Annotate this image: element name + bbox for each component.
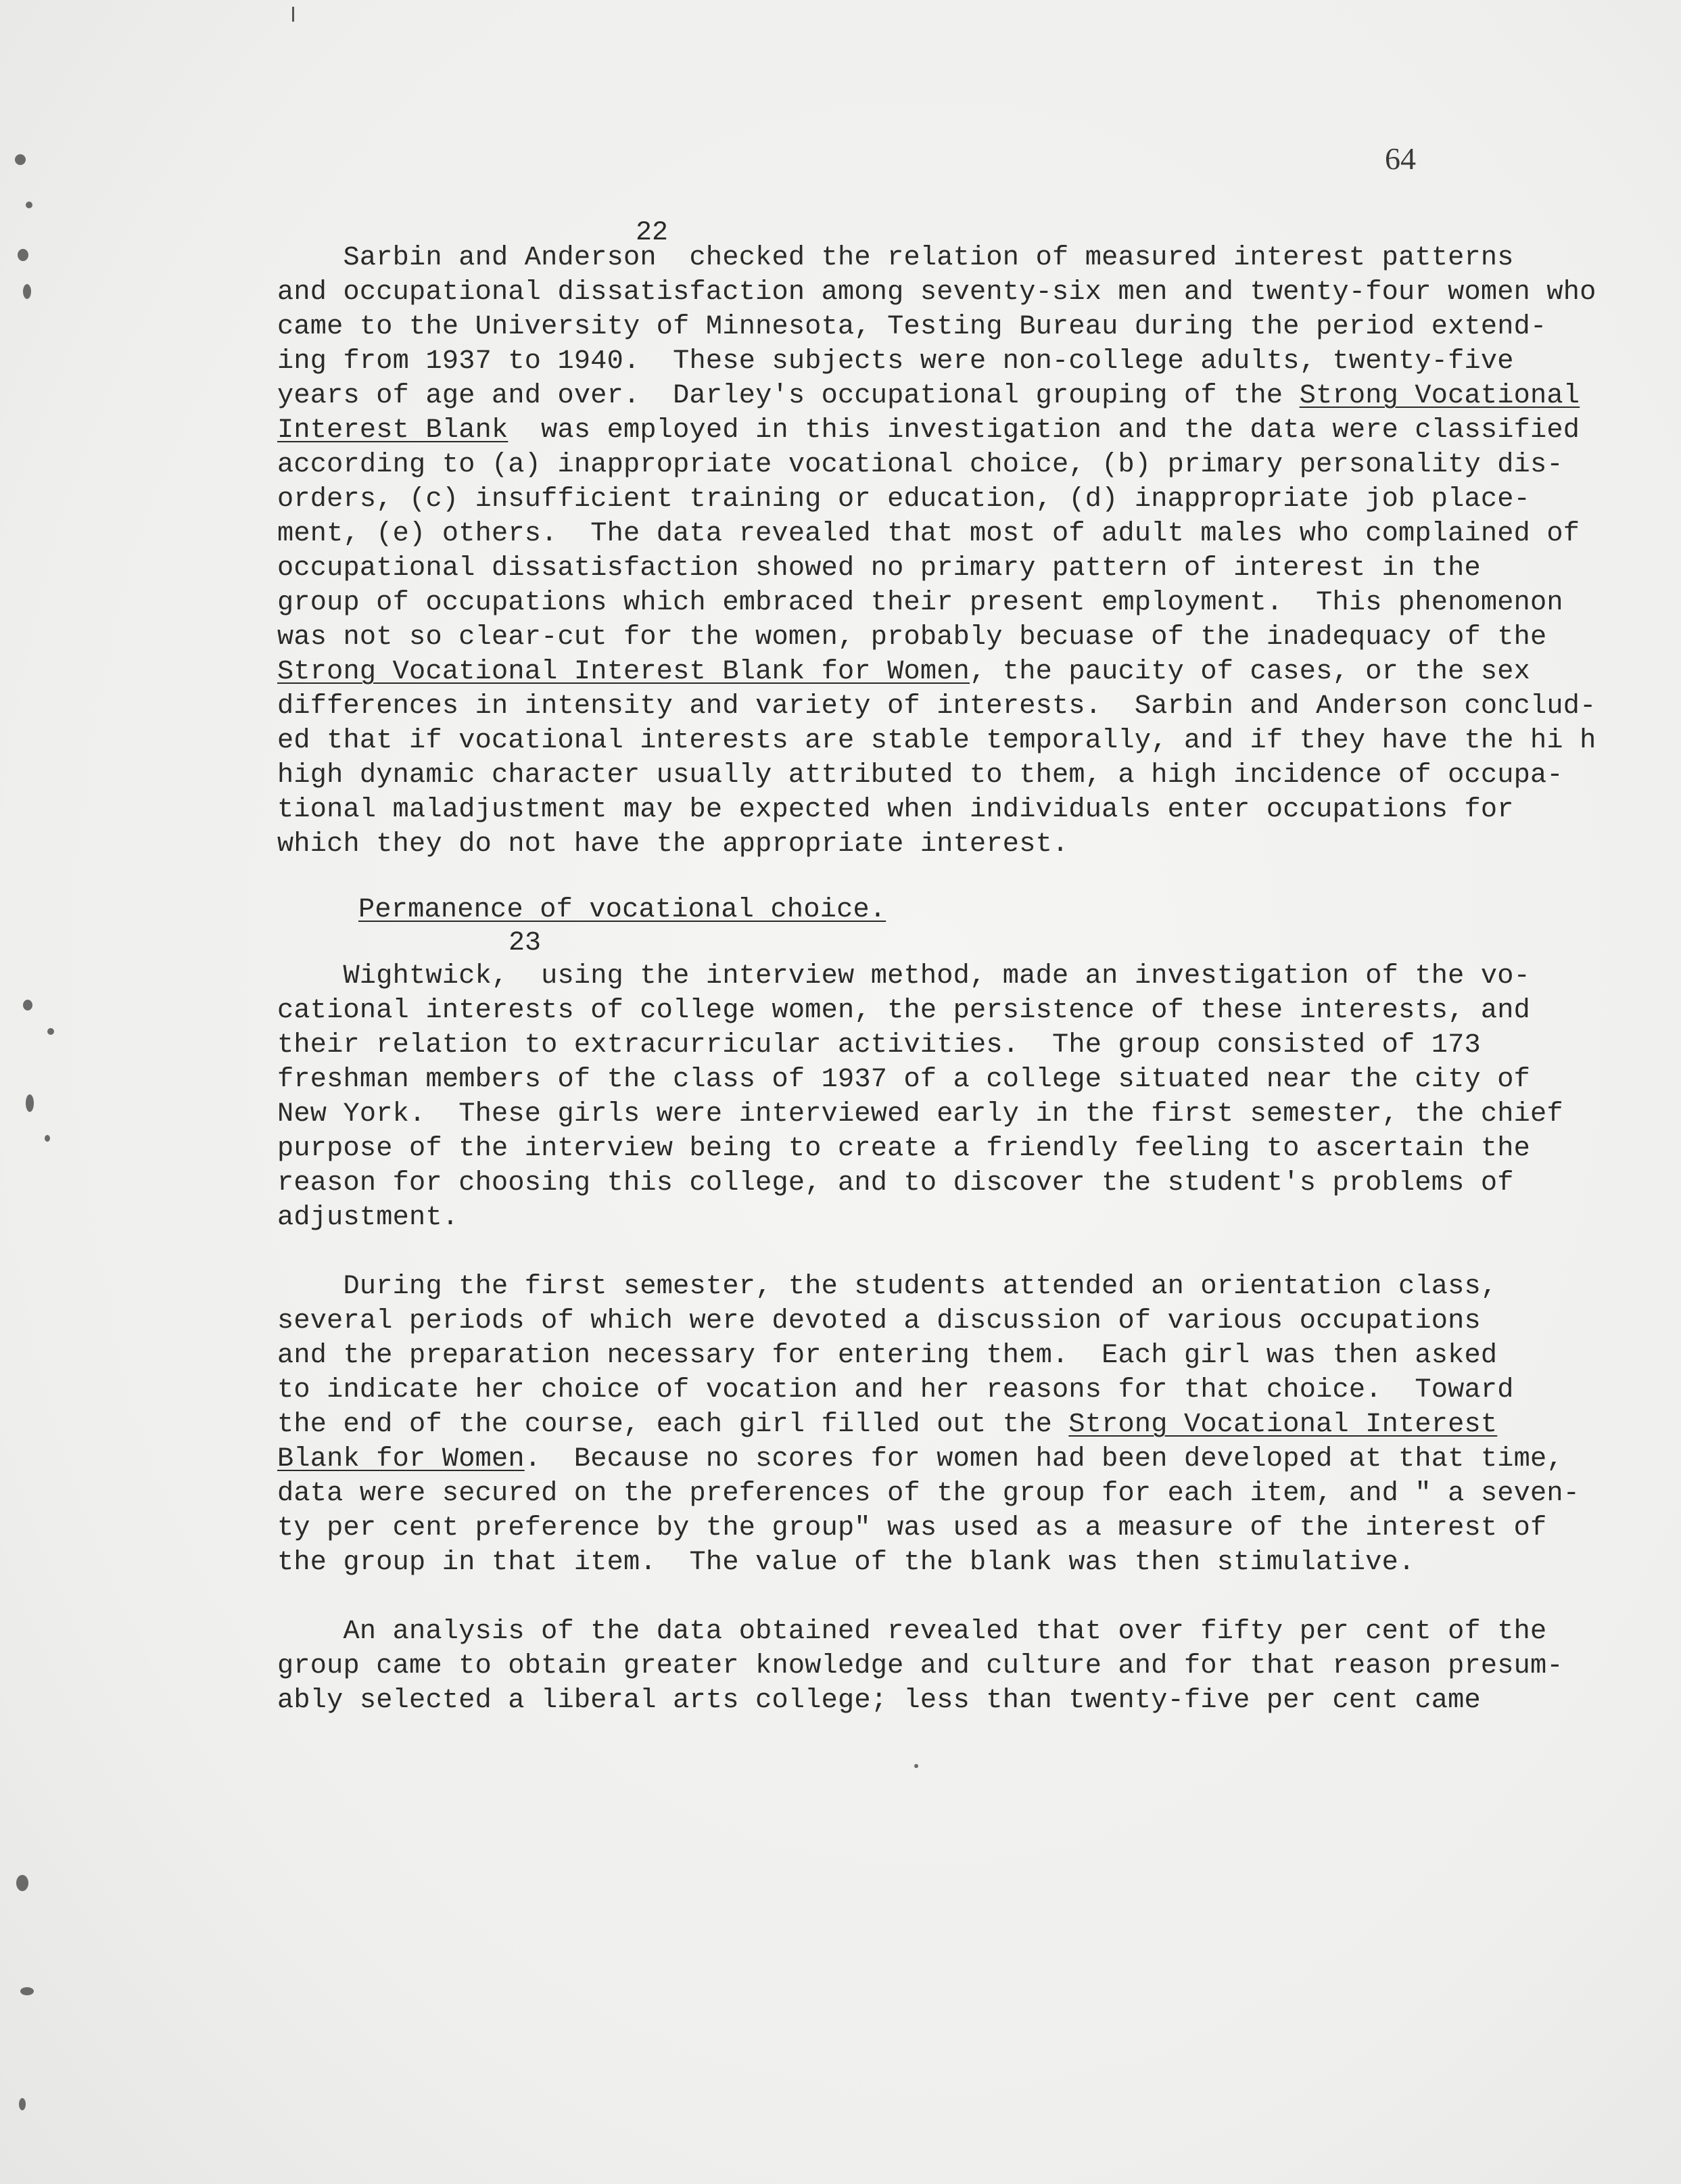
text-line <box>277 655 1530 689</box>
section-heading: Permanence of vocational choice. <box>358 894 886 925</box>
text-line: came to the University of Minnesota, Testing Bureau during the period extend- <box>277 311 1547 342</box>
text-line: was not so clear-cut for the women, probably becuase of the inadequacy of the <box>277 622 1547 653</box>
text-line: During the first semester, the students attended an orientation class, <box>277 1271 1498 1302</box>
text-line: data were secured on the preferences of the group for each item, and " a seven- <box>277 1478 1580 1509</box>
text-line: purpose of the interview being to create a friendly feeling to ascertain the <box>277 1133 1531 1164</box>
underlined-title: Interest Blank <box>277 415 508 446</box>
text-line: according to (a) inappropriate vocational choice, (b) primary personality dis- <box>277 449 1563 480</box>
text-line: their relation to extracurricular activities. The group consisted of 173 <box>277 1029 1481 1061</box>
text-line: the group in that item. The value of the blank was then stimulative. <box>277 1547 1415 1578</box>
binding-hole-mark <box>15 154 26 165</box>
underlined-title: Strong Vocational Interest <box>1068 1409 1498 1440</box>
binding-hole-mark <box>45 1135 50 1142</box>
underlined-title: Strong Vocational <box>1299 380 1580 411</box>
binding-hole-mark <box>26 1094 34 1112</box>
text-line: to indicate her choice of vocation and her reasons for that choice. Toward <box>277 1374 1514 1405</box>
text-line: adjustment. <box>277 1202 459 1233</box>
text-line: ing from 1937 to 1940. These subjects were non-college adults, twenty-five <box>277 346 1514 377</box>
scan-mark <box>292 7 294 22</box>
binding-hole-mark <box>18 249 28 261</box>
text-line: freshman members of the class of 1937 of a college situated near the city of <box>277 1064 1531 1095</box>
text-line: orders, (c) insufficient training or education, (d) inappropriate job place- <box>277 484 1531 515</box>
speck-mark <box>914 1764 918 1768</box>
text-line: ty per cent preference by the group" was used as a measure of the interest of <box>277 1512 1547 1543</box>
text-segment: the end of the course, each girl filled out the <box>277 1409 1069 1440</box>
binding-hole-mark <box>26 202 32 208</box>
text-line: and occupational dissatisfaction among seventy-six men and twenty-four women who <box>277 277 1596 308</box>
text-segment: . Because no scores for women had been developed at that time, <box>524 1443 1563 1474</box>
text-line: which they do not have the appropriate interest. <box>277 829 1069 860</box>
binding-hole-mark <box>16 1875 28 1891</box>
text-line <box>277 1442 1563 1477</box>
binding-hole-mark <box>23 284 31 299</box>
text-line: group came to obtain greater knowledge and culture and for that reason presum- <box>277 1650 1563 1681</box>
footnote-marker-22: 22 <box>636 218 669 248</box>
text-line: cational interests of college women, the persistence of these interests, and <box>277 995 1531 1026</box>
footnote-marker-23: 23 <box>508 928 542 958</box>
text-segment: , the paucity of cases, or the sex <box>970 656 1531 687</box>
text-line <box>277 1408 1497 1442</box>
text-line: occupational dissatisfaction showed no primary pattern of interest in the <box>277 553 1481 584</box>
text-line: ment, (e) others. The data revealed that most of adult males who complained of <box>277 518 1580 549</box>
binding-hole-mark <box>23 1000 32 1010</box>
binding-hole-mark <box>47 1028 54 1035</box>
text-line: differences in intensity and variety of interests. Sarbin and Anderson conclud- <box>277 691 1596 722</box>
text-line: Wightwick, using the interview method, made an investigation of the vo- <box>277 960 1531 992</box>
text-line: ed that if vocational interests are stable temporally, and if they have the hi h <box>277 725 1596 756</box>
page-number: 64 <box>1385 141 1416 176</box>
text-line: several periods of which were devoted a discussion of various occupations <box>277 1305 1481 1337</box>
text-segment: years of age and over. Darley's occupational grouping of the <box>277 380 1300 411</box>
text-line: New York. These girls were interviewed early in the first semester, the chief <box>277 1098 1563 1130</box>
text-line <box>277 413 1580 448</box>
text-segment: was employed in this investigation and the data were classified <box>508 415 1580 446</box>
text-line: ably selected a liberal arts college; less than twenty-five per cent came <box>277 1685 1481 1716</box>
text-line: reason for choosing this college, and to discover the student's problems of <box>277 1167 1514 1199</box>
text-line: An analysis of the data obtained revealed that over fifty per cent of the <box>277 1616 1547 1647</box>
text-line: and the preparation necessary for entering them. Each girl was then asked <box>277 1340 1498 1371</box>
binding-hole-mark <box>19 2098 26 2110</box>
underlined-title: Strong Vocational Interest Blank for Women <box>277 656 970 687</box>
text-line: tional maladjustment may be expected when individuals enter occupations for <box>277 794 1514 825</box>
binding-hole-mark <box>20 1987 34 1995</box>
text-line: Sarbin and Anderson checked the relation of measured interest patterns <box>277 242 1514 273</box>
text-line: group of occupations which embraced their present employment. This phenomenon <box>277 587 1563 618</box>
text-line <box>277 379 1580 413</box>
underlined-title: Blank for Women <box>277 1443 525 1474</box>
text-line: high dynamic character usually attributed to them, a high incidence of occupa- <box>277 760 1563 791</box>
